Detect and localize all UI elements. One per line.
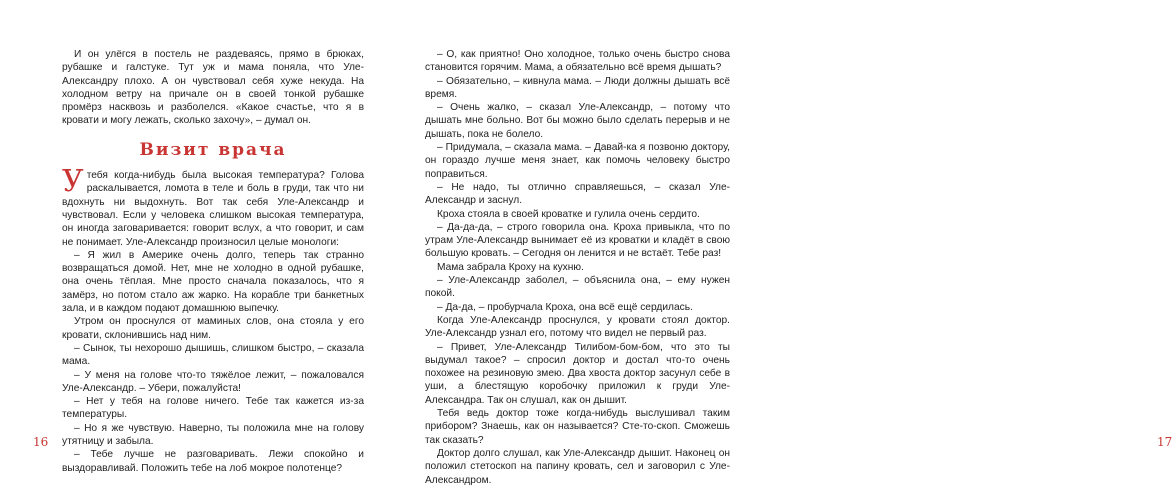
- chapter-title: Визит врача: [139, 139, 287, 160]
- paragraph: – О, как приятно! Оно холодное, только очень быстро снова становится горячим. Мама, а обязательно всё время дышать?: [425, 49, 730, 74]
- paragraph: – Да-да, – пробурчала Кроха, она всё ещё сердилась.: [437, 301, 693, 313]
- left-page: [0, 0, 400, 482]
- paragraph: – У меня на голове что-то тяжёлое лежит, – пожаловался Уле-Александр. – Убери, пожалуйста!: [62, 369, 364, 394]
- intro-paragraph: И он улёгся в постель не раздеваясь, прямо в брюках, рубашке и галстуке. Тут уж и мама поняла, что Уле-Александру плохо. А он чувствовал себя хуже некуда. На холодном ветру на причале он в своей тонкой рубашке промёрз насквозь и разболелся. «Какое счастье, что я в кровати и могу лежать, сколько захочу», – думал он.: [62, 49, 364, 127]
- paragraph: Кроха стояла в своей кроватке и гулила очень сердито.: [437, 208, 700, 220]
- paragraph: – Нет у тебя на голове ничего. Тебе так кажется из-за температуры.: [62, 396, 364, 421]
- paragraph: – Привет, Уле-Александр Тилибом-бом-бом, что это ты выдумал такое? – спросил доктор и достал что-то очень похожее на резиновую змею. Два хвоста доктор засунул себе в уши, а блестящую коробочку приложил к груди Уле-Александра. Так он слушал, как он дышит.: [425, 341, 730, 406]
- right-text-column: [425, 48, 730, 487]
- paragraph: – Да-да-да, – строго говорила она. Кроха привыкла, что по утрам Уле-Александр вынимает её из кроватки и кладёт в свою большую кровать. – Сегодня он ленится и не встаёт. Тебе раз!: [425, 221, 730, 260]
- paragraph: – Не надо, ты отлично справляешься, – сказал Уле-Александр и заснул.: [425, 181, 730, 207]
- paragraph: – Тебе лучше не разговаривать. Лежи спокойно и выздоравливай. Положить тебе на лоб мокрое полотенце?: [62, 449, 364, 474]
- paragraph: Мама забрала Кроху на кухню.: [437, 261, 584, 273]
- paragraph: – Но я же чувствую. Наверно, ты положила мне на голову утятницу и забыла.: [62, 422, 364, 448]
- paragraph: Тебя ведь доктор тоже когда-нибудь выслушивал таким прибором? Знаешь, как он называется? Сте-то-скоп. Сможешь так сказать?: [425, 408, 730, 446]
- paragraph: – Обязательно, – кивнула мама. – Люди должны дышать всё время.: [425, 75, 730, 100]
- paragraph: – Придумала, – сказала мама. – Давай-ка я позвоню доктору, он гораздо лучше меня знает, как помочь человеку быстро поправиться.: [425, 142, 730, 180]
- page-number-left: 16: [33, 435, 49, 449]
- paragraph: – Очень жалко, – сказал Уле-Александр, – потому что дышать мне больно. Вот бы можно было сделать перерыв и не дышать, пока не болело.: [425, 102, 730, 140]
- first-paragraph: [62, 164, 364, 249]
- paragraph: Утром он проснулся от маминых слов, она стояла у его кровати, склонившись над ним.: [62, 316, 364, 341]
- paragraph: – Уле-Александр заболел, – объяснила она, – ему нужен покой.: [425, 275, 730, 300]
- drop-cap: У: [62, 164, 84, 200]
- paragraph: Доктор долго слушал, как Уле-Александр дышит. Наконец он положил стетоскоп на папину кровать, сел и заговорил с Уле-Александром.: [425, 447, 730, 486]
- left-text-column: [62, 48, 364, 475]
- first-paragraph-text: тебя когда-нибудь была высокая температура? Голова раскалывается, ломота в теле и боль в груди, так что ни вдохнуть ни выдохнуть. Вот так себя Уле-Александр и чувствовал. Если у человека слишком высокая температура, он иногда заговаривается: говорит вслух, а что говорит, и сам не понимает. Уле-Александр произносил целые монологи:: [62, 170, 364, 248]
- paragraph: – Сынок, ты нехорошо дышишь, слишком быстро, – сказала мама.: [62, 342, 364, 368]
- paragraph: – Я жил в Америке очень долго, теперь так странно возвращаться домой. Нет, мне не холодно в одной рубашке, она очень тёплая. Мне просто сначала показалось, что я замёрз, но потом стало аж жарко. На корабле три банкетных зала, и в каждом подают домашнюю выпечку.: [62, 249, 364, 315]
- page-number-right: 17: [1157, 435, 1172, 449]
- paragraph: Когда Уле-Александр проснулся, у кровати стоял доктор. Уле-Александр узнал его, потому что видел не первый раз.: [425, 314, 730, 340]
